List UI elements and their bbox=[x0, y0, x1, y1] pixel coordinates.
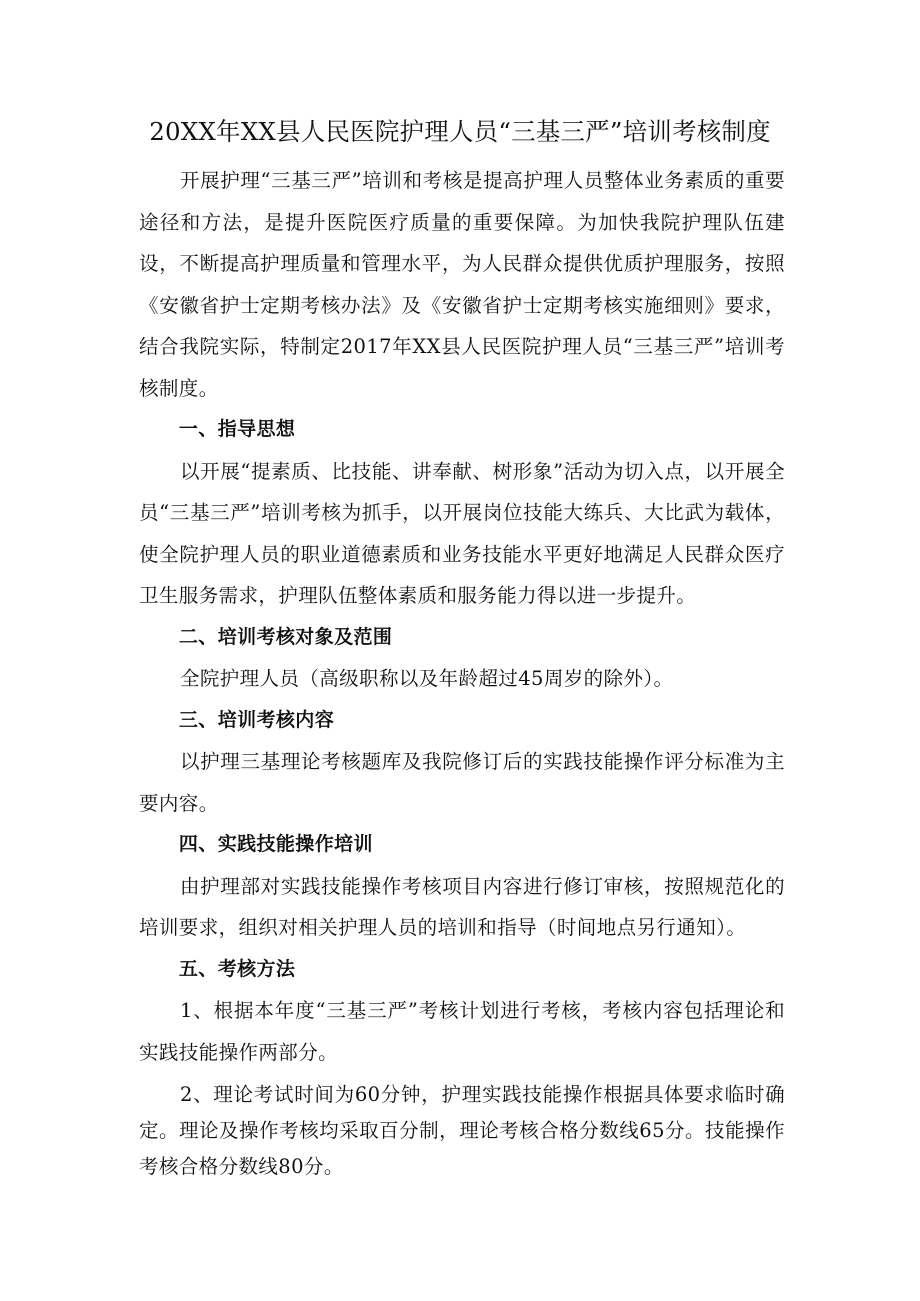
section-heading-guiding-ideology: 一、指导思想 bbox=[178, 418, 296, 440]
intro-paragraph: 开展护理“三基三严”培训和考核是提高护理人员整体业务素质的重要途径和方法，是提升医院医疗质量的重要保障。为加快我院护理队伍建设，不断提高护理质量和管理水平，为人民群众提供优质护理服务，按照《安徽省护士定期考核办法》及《安徽省护士定期考核实施细则》要求，结合我院实际，特制定2017年XX县人民医院护理人员“三基三严”培训考核制度。 bbox=[139, 169, 785, 400]
document-title: 20XX年XX县人民医院护理人员“三基三严”培训考核制度 bbox=[149, 117, 771, 146]
section-heading-training-content: 三、培训考核内容 bbox=[178, 708, 335, 731]
section-paragraph: 以开展“提素质、比技能、讲奉献、树形象”活动为切入点，以开展全员“三基三严”培训考核为抓手，以开展岗位技能大练兵、大比武为载体，使全院护理人员的职业道德素质和业务技能水平更好地满足人民群众医疗卫生服务需求，护理队伍整体素质和服务能力得以进一步提升。 bbox=[139, 459, 785, 607]
section-heading-skills-training: 四、实践技能操作培训 bbox=[178, 833, 373, 855]
section-paragraph: 2、理论考试时间为60分钟，护理实践技能操作根据具体要求临时确定。理论及操作考核均采取百分制，理论考核合格分数线65分。技能操作考核合格分数线80分。 bbox=[139, 1083, 785, 1178]
document-body bbox=[139, 160, 785, 1185]
section-paragraph: 全院护理人员（高级职称以及年龄超过45周岁的除外）。 bbox=[179, 667, 674, 690]
section-paragraph: 1、根据本年度“三基三严”考核计划进行考核，考核内容包括理论和实践技能操作两部分。 bbox=[139, 999, 785, 1064]
section-heading-assessment-method: 五、考核方法 bbox=[178, 957, 296, 980]
section-heading-training-scope: 二、培训考核对象及范围 bbox=[178, 625, 393, 648]
section-paragraph: 由护理部对实践技能操作考核项目内容进行修订审核，按照规范化的培训要求，组织对相关护理人员的培训和指导（时间地点另行通知）。 bbox=[139, 874, 785, 939]
section-paragraph: 以护理三基理论考核题库及我院修订后的实践技能操作评分标准为主要内容。 bbox=[139, 750, 785, 815]
